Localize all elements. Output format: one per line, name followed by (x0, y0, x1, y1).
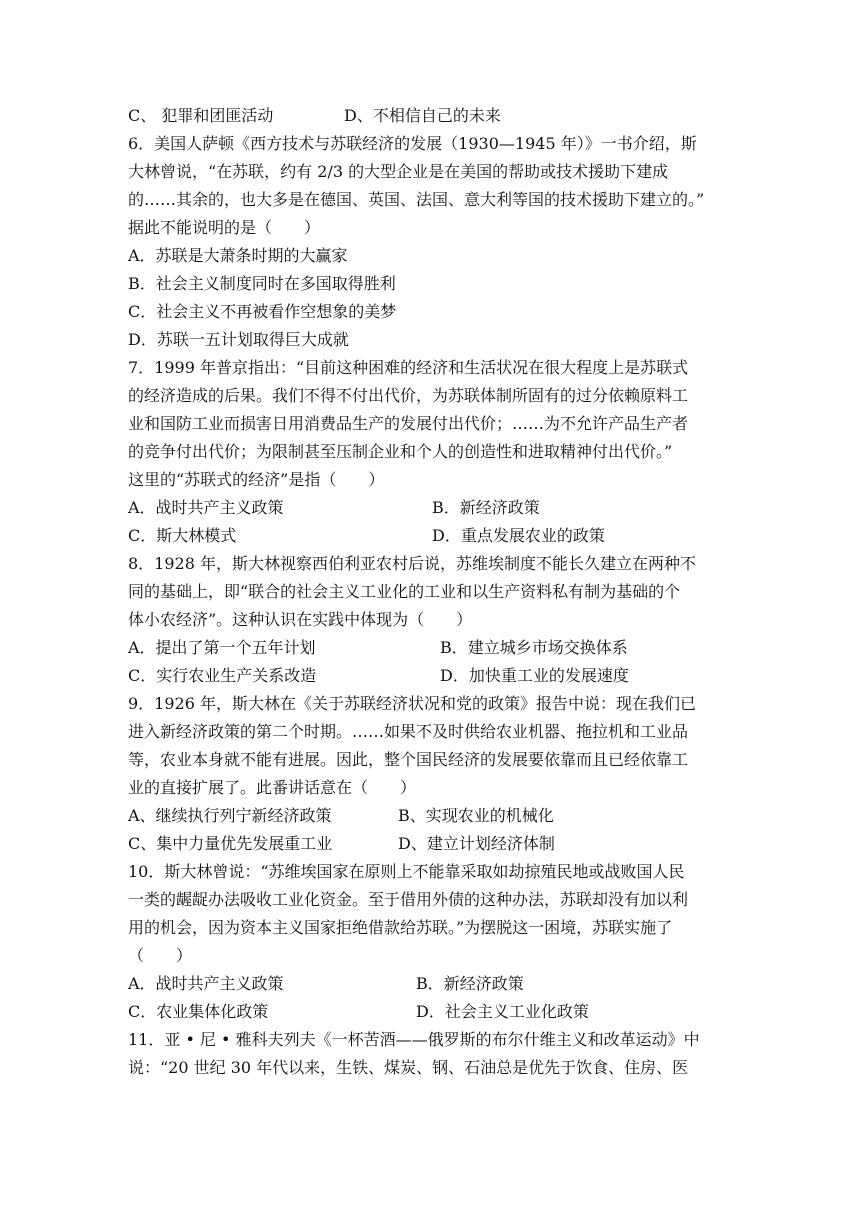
q9-option-a: A、继续执行列宁新经济政策 (128, 806, 332, 825)
q10-stem-line-2: 一类的龌龊办法吸收工业化资金。至于借用外债的这种办法，苏联却没有加以利 (128, 890, 689, 909)
q9-stem-line-1: 9．1926 年，斯大林在《关于苏联经济状况和党的政策》报告中说：现在我们已 (128, 694, 696, 713)
q10-stem-line-3: 用的机会，因为资本主义国家拒绝借款给苏联。”为摆脱这一困境，苏联实施了 (128, 918, 673, 937)
q7-stem-line-1: 7．1999 年普京指出：“目前这种困难的经济和生活状况在很大程度上是苏联式 (128, 358, 689, 377)
q8-option-d: D．加快重工业的发展速度 (440, 666, 629, 685)
q7-options-row-ab (128, 494, 736, 522)
q8-options-row-cd (128, 662, 736, 690)
q10-stem-line-4: （ ） (128, 946, 193, 965)
q9-stem-line-3: 等，农业本身就不能有进展。因此，整个国民经济的发展要依靠而且已经依靠工 (128, 750, 689, 769)
q7-stem-line-3: 业和国防工业而损害日用消费品生产的发展付出代价；……为不允许产品生产者 (128, 414, 689, 433)
q5-option-c: C、 犯罪和团匪活动 (128, 106, 274, 125)
q10-options-row-ab (128, 970, 736, 998)
q7-option-c: C．斯大林模式 (128, 526, 237, 545)
q7-option-b: B．新经济政策 (432, 498, 540, 517)
q9-option-b: B、实现农业的机械化 (398, 806, 554, 825)
q9-options-row-cd (128, 830, 736, 858)
q6-option-d: D．苏联一五计划取得巨大成就 (128, 330, 349, 349)
q9-options-row-ab (128, 802, 736, 830)
q9-stem-line-2: 进入新经济政策的第二个时期。……如果不及时供给农业机器、拖拉机和工业品 (128, 722, 689, 741)
q11-stem-line-2: 说：“20 世纪 30 年代以来，生铁、煤炭、钢、石油总是优先于饮食、住房、医 (128, 1058, 689, 1077)
q6-stem-line-1: 6．美国人萨顿《西方技术与苏联经济的发展（1930—1945 年）》一书介绍，斯 (128, 134, 697, 153)
q8-stem-line-3: 体小农经济”。这种认识在实践中体现为（ ） (128, 610, 473, 629)
q10-options-row-cd (128, 998, 736, 1026)
q10-stem-line-1: 10．斯大林曾说：“苏维埃国家在原则上不能靠采取如劫掠殖民地或战败国人民 (128, 862, 685, 881)
q9-stem-line-4: 业的直接扩展了。此番讲话意在（ ） (128, 778, 417, 797)
q6-option-c: C．社会主义不再被看作空想象的美梦 (128, 302, 397, 321)
q7-stem-line-4: 的竞争付出代价；为限制甚至压制企业和个人的创造性和进取精神付出代价。” (128, 442, 673, 461)
q8-stem-line-1: 8．1928 年，斯大林视察西伯利亚农村后说，苏维埃制度不能长久建立在两种不 (128, 554, 696, 573)
q8-option-b: B．建立城乡市场交换体系 (440, 638, 628, 657)
document-content (128, 102, 736, 1082)
q9-option-d: D、建立计划经济体制 (398, 834, 555, 853)
q7-options-row-cd (128, 522, 736, 550)
q10-option-c: C．农业集体化政策 (128, 1002, 269, 1021)
q10-option-b: B．新经济政策 (416, 974, 524, 993)
q10-option-d: D．社会主义工业化政策 (416, 1002, 589, 1021)
q6-stem-line-3: 的……其余的，也大多是在德国、英国、法国、意大利等国的技术援助下建立的。” (128, 190, 705, 209)
q5-options-row-cd (128, 102, 736, 130)
q8-stem-line-2: 同的基础上，即“联合的社会主义工业化的工业和以生产资料私有制为基础的个 (128, 582, 681, 601)
q8-options-row-ab (128, 634, 736, 662)
q6-stem-line-4: 据此不能说明的是（ ） (128, 218, 321, 237)
q6-option-b: B．社会主义制度同时在多国取得胜利 (128, 274, 396, 293)
q7-option-a: A．战时共产主义政策 (128, 498, 284, 517)
q7-stem-line-2: 的经济造成的后果。我们不得不付出代价，为苏联体制所固有的过分依赖原料工 (128, 386, 689, 405)
q8-option-a: A．提出了第一个五年计划 (128, 638, 316, 657)
q6-stem-line-2: 大林曾说，“在苏联，约有 2/3 的大型企业是在美国的帮助或技术援助下建成 (128, 162, 669, 181)
q10-option-a: A．战时共产主义政策 (128, 974, 284, 993)
q6-option-a: A．苏联是大萧条时期的大赢家 (128, 246, 348, 265)
q8-option-c: C．实行农业生产关系改造 (128, 666, 317, 685)
q7-option-d: D．重点发展农业的政策 (432, 526, 605, 545)
q9-option-c: C、集中力量优先发展重工业 (128, 834, 333, 853)
q7-stem-line-5: 这里的“苏联式的经济”是指（ ） (128, 470, 385, 489)
q11-stem-line-1: 11．亚 • 尼 • 雅科夫列夫《一杯苦酒——俄罗斯的布尔什维主义和改革运动》中 (128, 1030, 700, 1049)
q5-option-d: D、不相信自己的未来 (344, 106, 501, 125)
